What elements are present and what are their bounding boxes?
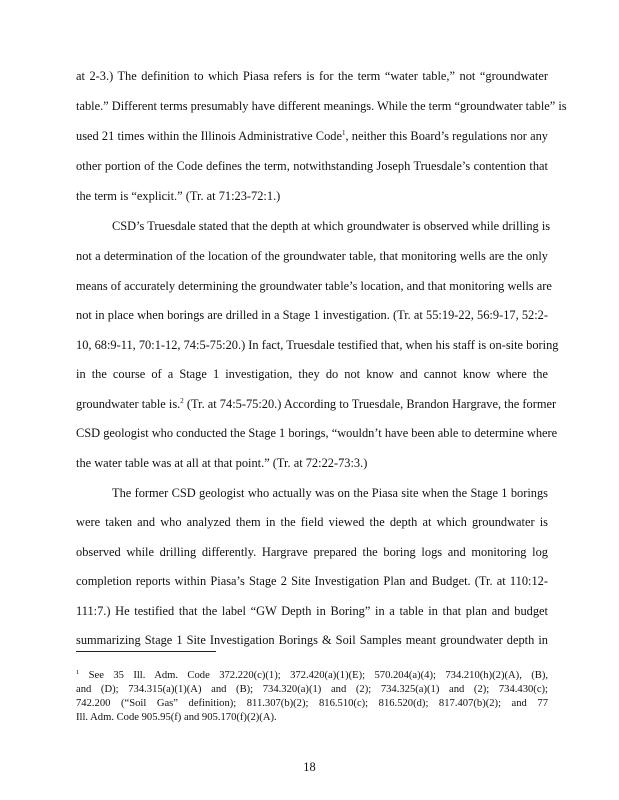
body-line: were taken and who analyzed them in the field viewed the depth at which groundwater is	[76, 515, 548, 529]
line-text: , neither this Board’s regulations nor any	[345, 129, 548, 143]
body-line: CSD’s Truesdale stated that the depth at which groundwater is observed while drilling is	[112, 219, 551, 233]
footnote-line	[76, 669, 548, 682]
footnote-marker: 1	[76, 669, 80, 676]
line-text: used 21 times within the Illinois Administrative Code	[76, 129, 342, 143]
body-line: the term is “explicit.” (Tr. at 71:23-72:1.)	[76, 189, 281, 203]
footnote-ref: 2	[180, 397, 184, 405]
body-line: other portion of the Code defines the term, notwithstanding Joseph Truesdale’s contention that	[76, 159, 548, 173]
body-line: at 2-3.) The definition to which Piasa refers is for the term “water table,” not “groundwater	[76, 69, 548, 83]
line-text: (Tr. at 74:5-75:20.) According to Truesdale, Brandon Hargrave, the former	[183, 397, 557, 411]
footnote-line: Ill. Adm. Code 905.95(f) and 905.170(f)(2)(A).	[76, 712, 277, 723]
body-line: not a determination of the location of the groundwater table, that monitoring wells are the only	[76, 249, 548, 263]
body-line: observed while drilling differently. Hargrave prepared the boring logs and monitoring log	[76, 545, 548, 559]
page-number: 18	[303, 760, 316, 774]
body-line: The former CSD geologist who actually was on the Piasa site when the Stage 1 borings	[112, 486, 548, 500]
body-line: means of accurately determining the groundwater table’s location, and that monitoring wells are	[76, 279, 552, 293]
body-line: completion reports within Piasa’s Stage 2 Site Investigation Plan and Budget. (Tr. at 110:12-	[76, 574, 548, 588]
footnote-ref: 1	[341, 129, 346, 137]
body-line: not in place when borings are drilled in a Stage 1 investigation. (Tr. at 55:19-22, 56:9-17, 52:2-	[76, 308, 548, 322]
body-line: 10, 68:9-11, 70:1-12, 74:5-75:20.) In fact, Truesdale testified that, when his staff is on-site boring	[76, 338, 559, 352]
footnote-separator	[76, 651, 216, 652]
body-line: the water table was at all at that point.” (Tr. at 72:22-73:3.)	[76, 456, 368, 470]
body-line: CSD geologist who conducted the Stage 1 borings, “wouldn’t have been able to determine where	[76, 426, 558, 440]
body-line	[76, 396, 557, 412]
footnote-line: 742.200 (“Soil Gas” definition); 811.307(b)(2); 816.510(c); 816.520(d); 817.407(b)(2); and 77	[76, 698, 548, 709]
body-line: table.” Different terms presumably have different meanings. While the term “groundwater table” is	[76, 99, 567, 113]
body-line: in the course of a Stage 1 investigation, they do not know and cannot know where the	[76, 367, 548, 381]
body-line	[76, 128, 548, 144]
body-line: summarizing Stage 1 Site Investigation Borings & Soil Samples meant groundwater depth in	[76, 633, 548, 647]
line-text: groundwater table is.	[76, 397, 181, 411]
body-line: 111:7.) He testified that the label “GW Depth in Boring” in a table in that plan and budget	[76, 604, 548, 618]
footnote-text: See 35 Ill. Adm. Code 372.220(c)(1); 372.420(a)(1)(E); 570.204(a)(4); 734.210(h)(2)(A), (B),	[88, 670, 549, 681]
footnote-line: and (D); 734.315(a)(1)(A) and (B); 734.320(a)(1) and (2); 734.325(a)(1) and (2); 734.430(c);	[76, 684, 548, 695]
